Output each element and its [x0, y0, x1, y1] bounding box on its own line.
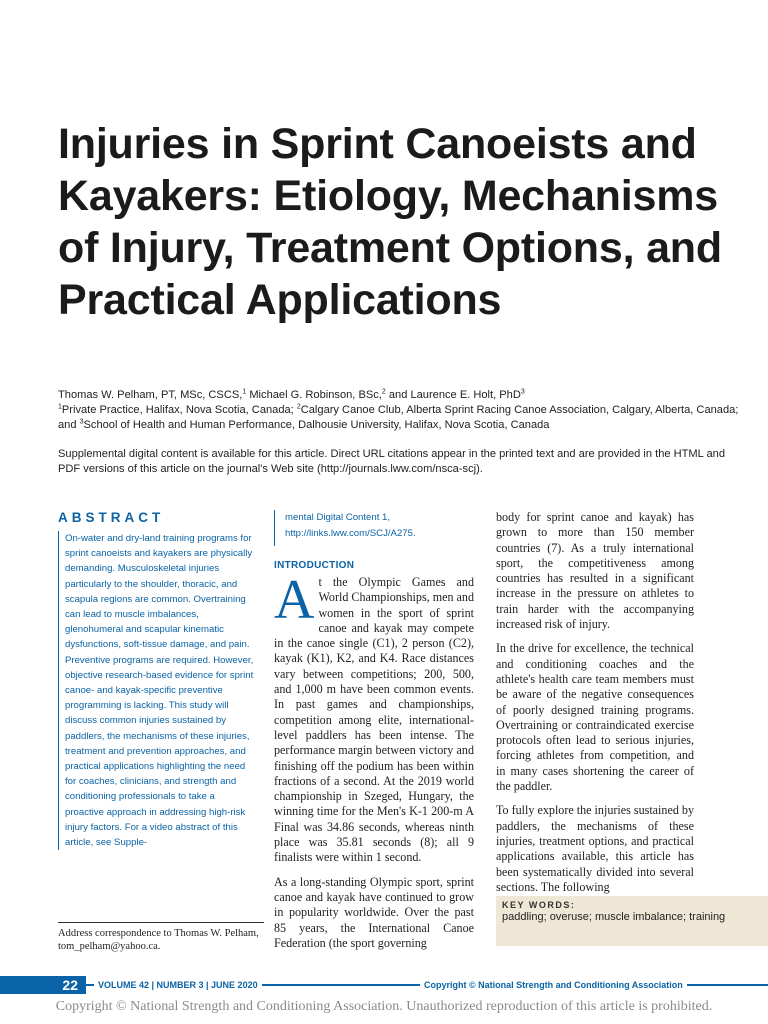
author-line [58, 388, 748, 403]
affiliation-marker: 1 [58, 403, 62, 411]
affiliation-2: Calgary Canoe Club, Alberta Sprint Racing Canoe Association, Calgary, Alberta, Canada; and [58, 404, 739, 431]
affiliation-marker: 1 [242, 388, 247, 396]
abstract-body: On-water and dry-land training programs for sprint canoeists and kayakers are physically demanding. Musculoskeletal injuries particularly to the shoulder, thoracic, and scapula regions are common. Overtraining can lead to muscle imbalances, glenohumeral and scapular kinematic dysfunctions, soft-tissue damage, and pain. Preventive programs are required. However, objective research-based evidence for sprint canoe- and kayak-specific preventive programming is lacking. This study will discuss common injuries sustained by paddlers, the mechanisms of these injuries, treatment and prevention approaches, and practical applications highlighting the need for coaches, clinicians, and strength and conditioning professionals to take a proactive approach in addressing high-risk injury factors. For a video abstract of this article, see Supple- [58, 531, 254, 850]
keywords-list: paddling; overuse; muscle imbalance; training [502, 911, 726, 923]
introduction-paragraph [274, 569, 475, 866]
author-block [58, 388, 748, 433]
supplemental-content-note: Supplemental digital content is available for this article. Direct URL citations appear in the printed text and are provided in the HTML and PDF versions of this article on the journal's Web site (http://journals.lww.com/nsca-scj). [58, 448, 726, 475]
affiliations [58, 403, 748, 433]
keywords-box [496, 896, 768, 946]
article-title: Injuries in Sprint Canoeists and Kayakers: Etiology, Mechanisms of Injury, Treatment Options, and Practical Applications [58, 120, 722, 324]
author-2: Michael G. Robinson, BSc, [246, 389, 382, 401]
column-right [496, 510, 694, 895]
affiliation-marker: 3 [520, 388, 525, 396]
introduction-heading: INTRODUCTION [274, 560, 355, 571]
introduction-paragraph: In the drive for excellence, the technical and conditioning coaches and the athlete's health care team members must be aware of the negative consequences of poorly designed training programs. Overtraining or contraindicated exercise protocols often lead to serious injuries, forcing athletes from competition, and in many cases shortening the career of the paddler. [496, 641, 694, 794]
abstract-section [58, 510, 254, 850]
keywords-heading: KEY WORDS: [502, 900, 576, 910]
affiliation-marker: 2 [296, 403, 301, 411]
footer-copyright: Copyright © National Strength and Conditioning Association [420, 977, 687, 993]
correspondence-address: Address correspondence to Thomas W. Pelham, tom_pelham@yahoo.ca. [58, 922, 264, 953]
affiliation-1: Private Practice, Halifax, Nova Scotia, Canada; [61, 404, 297, 416]
page-number: 22 [0, 976, 86, 994]
copyright-notice: Copyright © National Strength and Conditioning Association. Unauthorized reproduction of this article is prohibited. [55, 999, 713, 1014]
abstract-heading: ABSTRACT [58, 510, 165, 525]
introduction-paragraph: To fully explore the injuries sustained by paddlers, the mechanisms of these injuries, treatment options, and practical applications available, this article has been systematically divided into several sections. The following [496, 803, 694, 894]
column-middle [274, 510, 474, 951]
affiliation-marker: 2 [381, 388, 386, 396]
introduction-paragraph: body for sprint canoe and kayak) has grown to more than 150 member countries (7). As a truly international sport, the competitiveness among countries has resulted in a significant increase in the pressure on athletes to train harder with the accompanying increased risk of injury. [496, 510, 694, 632]
abstract-continuation-link[interactable]: mental Digital Content 1, http://links.lww.com/SCJ/A275. [274, 510, 474, 546]
drop-cap: A [274, 569, 315, 631]
author-3: and Laurence E. Holt, PhD [385, 389, 521, 401]
affiliation-3: School of Health and Human Performance, Dalhousie University, Halifax, Nova Scotia, Canada [83, 419, 550, 431]
introduction-paragraph: As a long-standing Olympic sport, sprint canoe and kayak have continued to grow in popularity worldwide. Over the past 85 years, the International Canoe Federation (the sport governing [274, 874, 474, 950]
author-1: Thomas W. Pelham, PT, MSc, CSCS, [58, 389, 243, 401]
paragraph-text: t the Olympic Games and World Championships, men and women in the sport of sprint canoe and kayak may compete in the canoe single (C1), 2 person (C2), kayak (K1), K2, and K4. Race distances vary between competitions; 200, 500, and 1,000 m have been common events. In past games and championships, competition among elite, international-level paddlers has been intense. The performance margin between victory and finishing off the podium has been within fractions of a second. At the 2019 world championship in Szeged, Hungary, the winning time for the Men's K-1 200-m A Final was 34.86 seconds, whereas ninth place was 35.81 seconds (8); all 9 finalists were within 1 second. [274, 575, 475, 865]
journal-issue-info: VOLUME 42 | NUMBER 3 | JUNE 2020 [94, 977, 262, 993]
page-footer [0, 976, 768, 994]
affiliation-marker: 3 [79, 418, 84, 426]
